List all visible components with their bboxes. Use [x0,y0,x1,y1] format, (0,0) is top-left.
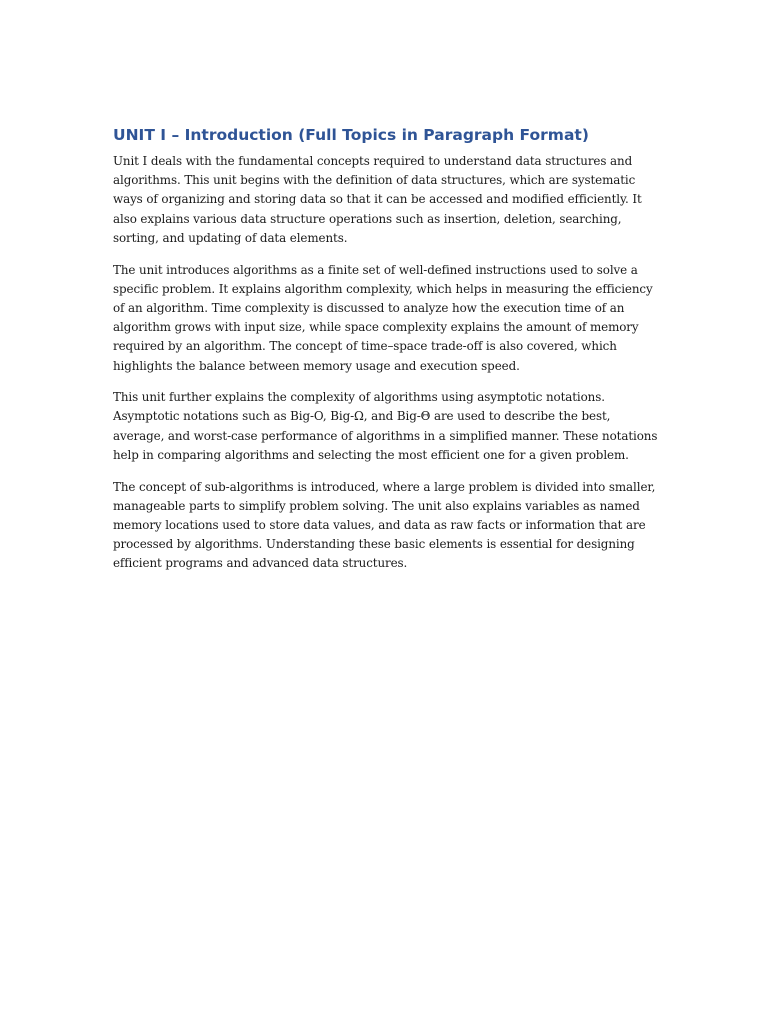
paragraph-3: This unit further explains the complexity of algorithms using asymptotic notations. Asymptotic notations such as Big-O, Big-Ω, and Big-Θ are used to describe the best, average, and worst-case performance of algorithms in a simplified manner. These notations help in comparing algorithms and selecting the most efficient one for a given problem. [113,390,658,462]
document-body [113,124,658,586]
paragraph-1: Unit I deals with the fundamental concepts required to understand data structures and algorithms. This unit begins with the definition of data structures, which are systematic ways of organizing and storing data so that it can be accessed and modified efficiently. It also explains various data structure operations such as insertion, deletion, searching, sorting, and updating of data elements. [113,154,642,245]
section-heading: UNIT I – Introduction (Full Topics in Paragraph Format) [113,126,589,144]
paragraph-4: The concept of sub-algorithms is introduced, where a large problem is divided into smaller, manageable parts to simplify problem solving. The unit also explains variables as named memory locations used to store data values, and data as raw facts or information that are processed by algorithms. Understanding these basic elements is essential for designing efficient programs and advanced data structures. [113,479,656,571]
paragraph-2: The unit introduces algorithms as a finite set of well-defined instructions used to solve a specific problem. It explains algorithm complexity, which helps in measuring the efficiency of an algorithm. Time complexity is discussed to analyze how the execution time of an algorithm grows with input size, while space complexity explains the amount of memory required by an algorithm. The concept of time–space trade-off is also covered, which highlights the balance between memory usage and execution speed. [113,262,653,373]
